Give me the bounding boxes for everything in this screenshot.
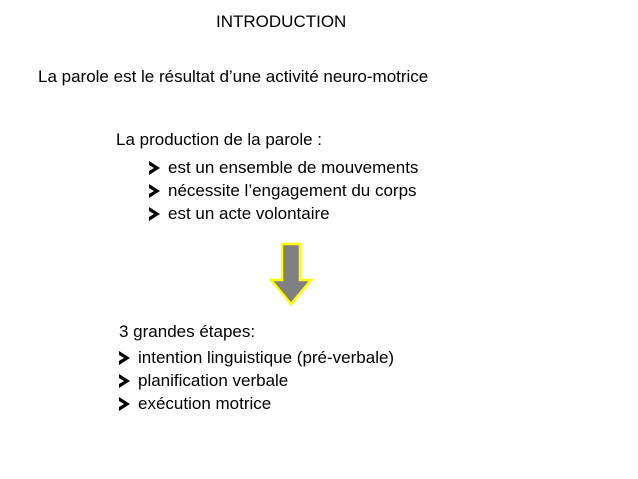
list-item-label: intention linguistique (pré-verbale) [138, 348, 395, 367]
arrow-bullet-icon [149, 184, 160, 198]
list-item-label: planification verbale [138, 371, 289, 390]
list-item [149, 202, 418, 225]
list-item [119, 346, 394, 369]
down-arrow-icon [269, 242, 313, 306]
arrow-bullet-icon [119, 397, 130, 411]
arrow-bullet-icon [119, 351, 130, 365]
arrow-bullet-icon [149, 161, 160, 175]
list-item [149, 156, 418, 179]
list-item [149, 179, 418, 202]
down-arrow-shape [271, 244, 311, 304]
production-list [149, 156, 418, 225]
list-item [119, 392, 394, 415]
list-item-label: est un acte volontaire [168, 204, 330, 223]
list-item-label: nécessite l’engagement du corps [168, 181, 417, 200]
slide-title: INTRODUCTION [216, 12, 347, 31]
steps-list [119, 346, 394, 415]
arrow-bullet-icon [149, 207, 160, 221]
list-item [119, 369, 394, 392]
intro-sentence: La parole est le résultat d’une activité neuro-motrice [38, 67, 429, 86]
production-heading: La production de la parole : [116, 130, 323, 149]
list-item-label: est un ensemble de mouvements [168, 158, 419, 177]
steps-heading: 3 grandes étapes: [119, 322, 256, 341]
list-item-label: exécution motrice [138, 394, 272, 413]
arrow-bullet-icon [119, 374, 130, 388]
